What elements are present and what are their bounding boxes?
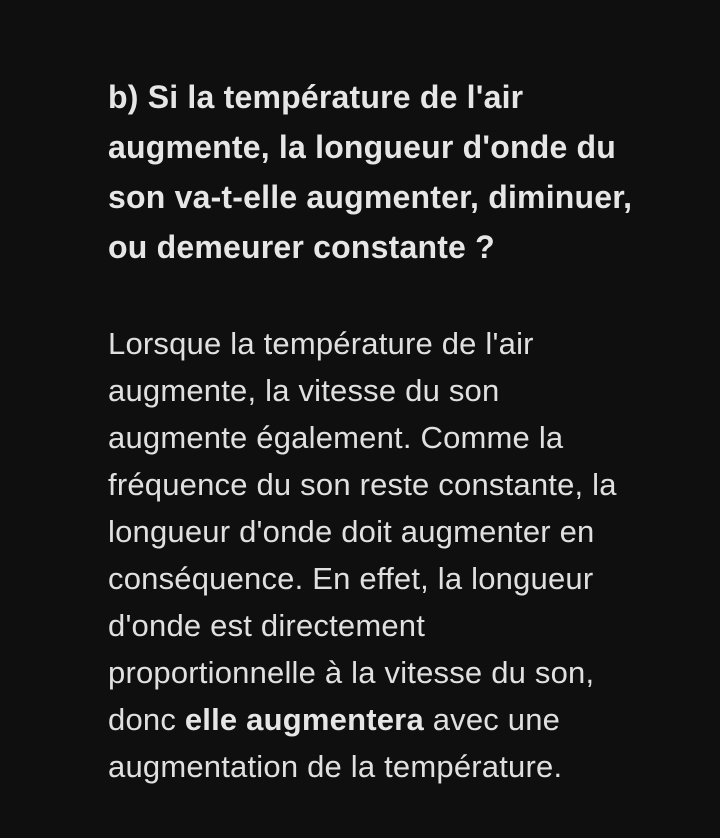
answer-line: d'onde est directement [108,608,426,643]
emphasis-bold-text: elle augmentera [184,702,424,737]
question-line: ou demeurer constante ? [108,229,495,265]
answer-line: conséquence. En effet, la longueur [108,561,594,596]
question-line: son va-t-elle augmenter, diminuer, [108,179,633,215]
answer-line-emphasis [108,696,660,743]
answer-line: fréquence du son reste constante, la [108,467,617,502]
answer-line: augmentation de la température. [108,749,563,784]
answer-line: augmente également. Comme la [108,420,564,455]
emphasis-after: avec une [423,702,561,737]
answer-line: longueur d'onde doit augmenter en [108,514,595,549]
answer-line: proportionnelle à la vitesse du son, [108,655,595,690]
answer-line: augmente, la vitesse du son [108,373,500,408]
question-line: augmente, la longueur d'onde du [108,129,617,165]
question-heading [108,72,660,272]
emphasis-before: donc [108,702,185,737]
answer-paragraph [108,320,660,790]
answer-line: Lorsque la température de l'air [108,326,534,361]
question-line: b) Si la température de l'air [108,79,524,115]
